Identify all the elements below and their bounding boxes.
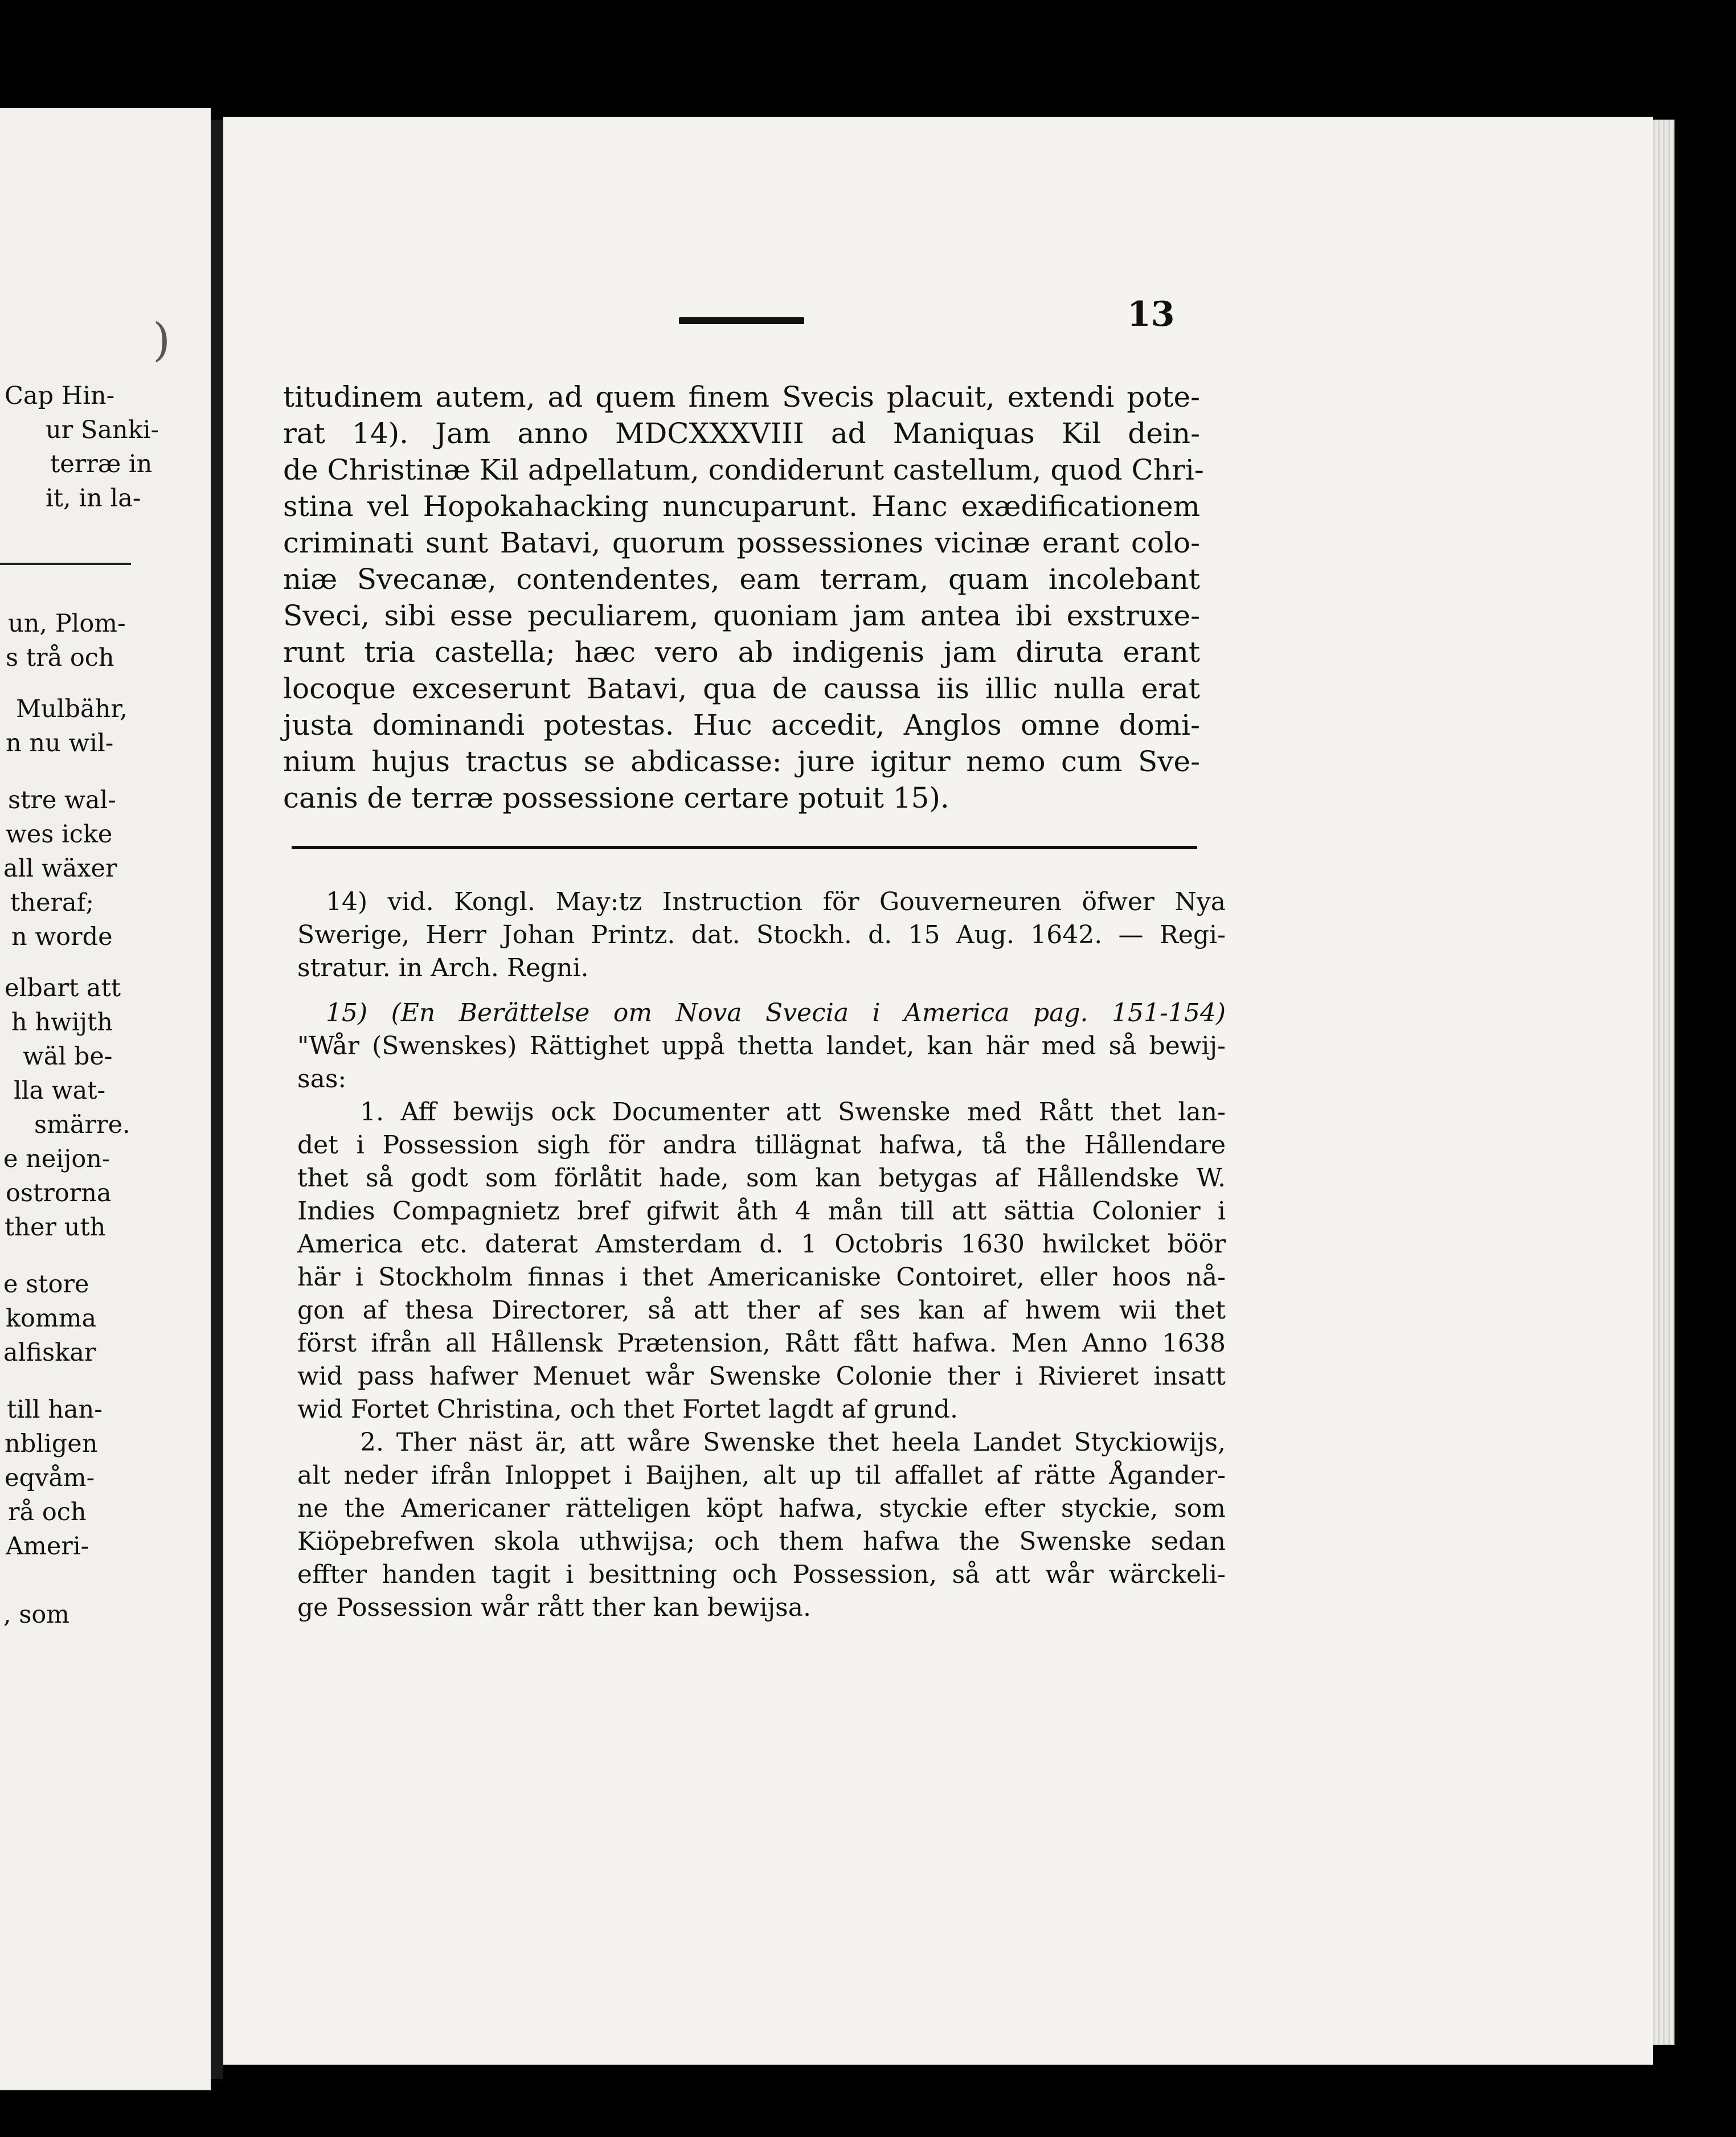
footnote-line: Indies Compagnietz bref gifwit åth 4 mån till att sättia Colonier i: [297, 1197, 1226, 1226]
footnote-15: [297, 997, 1226, 1624]
footnote-line: stratur. in Arch. Regni.: [297, 953, 589, 982]
left-fragment: , som: [3, 1600, 70, 1629]
left-fragment: un, Plom-: [8, 609, 126, 638]
footnote-line: 15) (En Berättelse om Nova Svecia i America pag. 151-154): [326, 998, 1226, 1027]
footnote-line: "Wår (Swenskes) Rättighet uppå thetta landet, kan här med så bewij-: [297, 1031, 1226, 1061]
left-fragment: stre wal-: [8, 786, 116, 814]
footnote-line: thet så godt som förlåtit hade, som kan betygas af Hållendske W.: [297, 1164, 1226, 1193]
book-spine: [211, 120, 223, 2079]
body-line: stina vel Hopokahacking nuncuparunt. Hanc exædificationem: [283, 490, 1200, 523]
footnote-line: alt neder ifrån Inloppet i Baijhen, alt up til affallet af rätte Ågander-: [297, 1461, 1226, 1490]
left-fragment: eqvåm-: [5, 1464, 95, 1492]
left-fragment: elbart att: [5, 974, 121, 1002]
left-fragment: e store: [3, 1270, 89, 1299]
footnote-line: ge Possession wår rått ther kan bewijsa.: [297, 1593, 811, 1622]
left-fragment: wäl be-: [23, 1042, 113, 1071]
footnote-separator: [292, 846, 1197, 849]
footnote-line: Swerige, Herr Johan Printz. dat. Stockh. d. 15 Aug. 1642. — Regi-: [297, 920, 1226, 949]
body-line: rat 14). Jam anno MDCXXXVIII ad Maniquas Kil dein-: [283, 417, 1200, 450]
footnote-line: Kiöpebrefwen skola uthwijsa; och them hafwa the Swenske sedan: [297, 1527, 1226, 1556]
left-fragment: it, in la-: [46, 484, 141, 513]
left-fragment: ther uth: [5, 1213, 106, 1242]
left-fragment: rå och: [8, 1498, 87, 1526]
footnote-line: wid Fortet Christina, och thet Fortet lagdt af grund.: [297, 1395, 958, 1424]
left-fragment: komma: [6, 1304, 97, 1333]
margin-mark: ): [153, 313, 171, 366]
body-line: titudinem autem, ad quem finem Svecis placuit, extendi pote-: [283, 380, 1200, 414]
header-rule: [679, 317, 804, 324]
body-line: nium hujus tractus se abdicasse: jure igitur nemo cum Sve-: [283, 745, 1200, 778]
left-fragment: s trå och: [6, 644, 114, 672]
footnote-line: först ifrån all Hållensk Prætension, Rått fått hafwa. Men Anno 1638: [297, 1329, 1226, 1358]
right-page: [223, 117, 1653, 2065]
left-fragment: n worde: [11, 923, 113, 951]
body-line: criminati sunt Batavi, quorum possessiones vicinæ erant colo-: [283, 526, 1200, 559]
left-fragment: theraf;: [10, 889, 95, 917]
footnote-14: [297, 886, 1226, 985]
footnote-line: gon af thesa Directorer, så att ther af ses kan af hwem wii thet: [297, 1296, 1226, 1325]
left-fragment: ostrorna: [6, 1179, 112, 1207]
body-line: canis de terræ possessione certare potuit 15).: [283, 781, 949, 814]
left-fragment: h hwijth: [11, 1008, 113, 1037]
left-fragment: nbligen: [5, 1430, 98, 1458]
left-fragment: till han-: [7, 1395, 103, 1424]
left-fragment: all wäxer: [3, 854, 117, 883]
page-number: 13: [1127, 294, 1175, 334]
footnote-line: America etc. daterat Amsterdam d. 1 Octobris 1630 hwilcket böör: [297, 1230, 1226, 1259]
left-fragment: n nu wil-: [6, 729, 114, 758]
footnote-line: sas:: [297, 1065, 347, 1094]
left-fragment: smärre.: [34, 1111, 130, 1139]
footnote-line: 2. Ther näst är, att wåre Swenske thet heela Landet Styckiowijs,: [360, 1428, 1226, 1457]
left-fragment: e neijon-: [3, 1145, 110, 1173]
left-page: [0, 108, 211, 2090]
body-line: de Christinæ Kil adpellatum, condiderunt castellum, quod Chri-: [283, 453, 1204, 486]
left-fragment: alfiskar: [3, 1338, 96, 1367]
left-fragment: terræ in: [50, 450, 153, 478]
body-line: niæ Svecanæ, contendentes, eam terram, quam incolebant: [283, 563, 1200, 596]
left-rule: [0, 563, 131, 565]
footnote-line: ne the Americaner rätteligen köpt hafwa, styckie efter styckie, som: [297, 1494, 1226, 1523]
footnote-line: 14) vid. Kongl. May:tz Instruction för Gouverneuren öfwer Nya: [326, 887, 1226, 916]
left-fragment: lla wat-: [14, 1076, 106, 1105]
footnote-line: effter handen tagit i besittning och Possession, så att wår wärckeli-: [297, 1560, 1226, 1589]
body-line: Sveci, sibi esse peculiarem, quoniam jam antea ibi exstruxe-: [283, 599, 1200, 632]
left-fragment: Mulbähr,: [16, 695, 128, 723]
left-fragment: wes icke: [6, 820, 113, 849]
footnote-line: det i Possession sigh för andra tillägnat hafwa, tå the Hållendare: [297, 1131, 1226, 1160]
body-text: [283, 379, 1204, 816]
body-line: locoque exceserunt Batavi, qua de caussa iis illic nulla erat: [283, 672, 1200, 705]
body-line: justa dominandi potestas. Huc accedit, Anglos omne domi-: [283, 709, 1200, 742]
footnote-line: 1. Aff bewijs ock Documenter att Swenske med Rått thet lan-: [360, 1098, 1226, 1127]
left-fragment: Cap Hin-: [5, 382, 115, 410]
footnote-line: här i Stockholm finnas i thet Americaniske Contoiret, eller hoos nå-: [297, 1263, 1226, 1292]
left-fragment: ur Sanki-: [46, 416, 159, 444]
body-line: runt tria castella; hæc vero ab indigenis jam diruta erant: [283, 636, 1200, 669]
footnote-line: wid pass hafwer Menuet wår Swenske Colonie ther i Rivieret insatt: [297, 1362, 1226, 1391]
left-fragment: Ameri-: [6, 1532, 89, 1561]
